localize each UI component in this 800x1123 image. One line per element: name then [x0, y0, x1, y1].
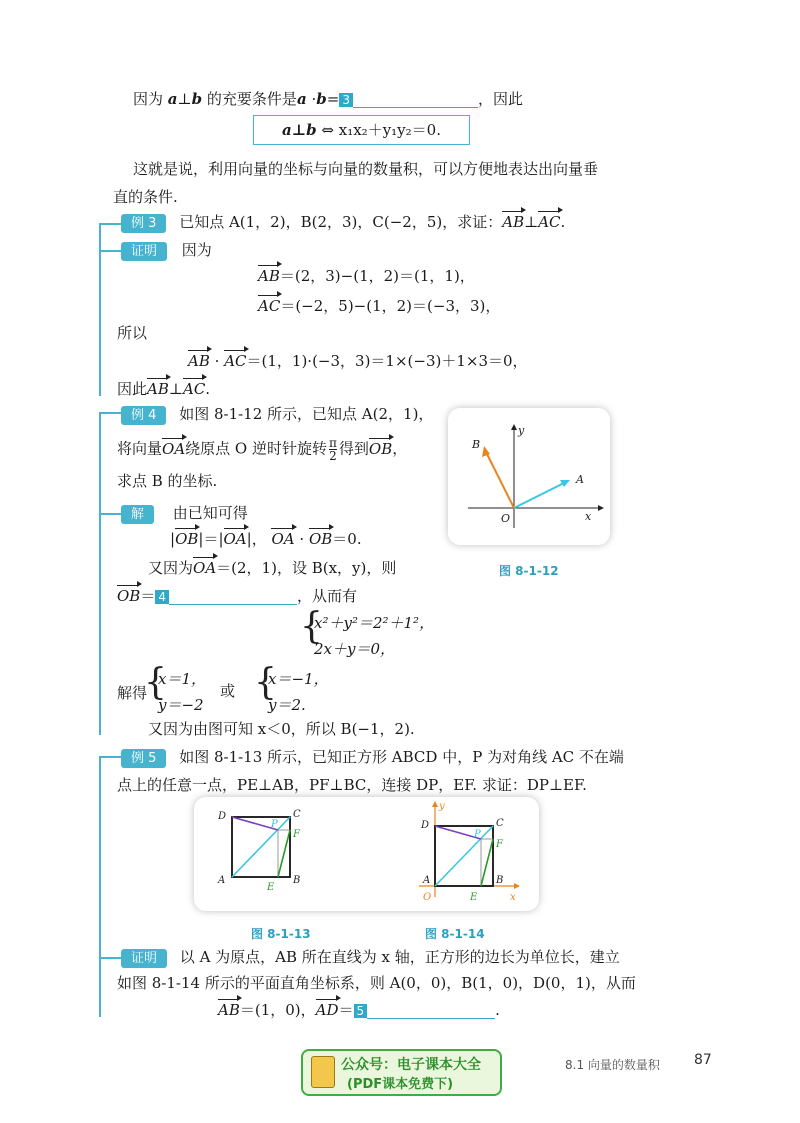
system-eq2: 2x＋y＝0，: [314, 640, 396, 658]
text: .: [560, 213, 566, 231]
solution-heading: [121, 502, 248, 524]
vector-OB: OB: [368, 439, 393, 458]
section-footer: 8.1 向量的数量积: [565, 1058, 660, 1072]
label-D: D: [218, 811, 227, 822]
text: 由已知可得: [172, 504, 248, 522]
figure-caption: 图 8-1-12: [499, 564, 559, 578]
label-B: B: [293, 875, 301, 886]
text: 解得: [117, 684, 148, 702]
paragraph-line: 这就是说，利用向量的坐标与向量的数量积，可以方便地表达出向量垂: [133, 160, 599, 178]
var-a: a: [167, 90, 178, 108]
text: 因此: [117, 380, 148, 398]
brace: {: [300, 606, 323, 647]
bracket-tick: [99, 223, 121, 225]
condition-line: [133, 88, 523, 109]
example-bracket: [99, 413, 101, 735]
vector-AC: AC: [258, 297, 281, 315]
eq: =: [326, 90, 340, 108]
denominator: 2: [329, 449, 337, 463]
rotation-figure: [448, 408, 610, 545]
label-O: O: [423, 892, 432, 903]
text: |: [170, 530, 176, 548]
conclusion-line: [117, 378, 210, 399]
example-badge: 例 3: [121, 214, 166, 233]
text: .: [495, 1001, 500, 1019]
text: ，从而有: [296, 587, 357, 605]
example-line: 点上的任意一点，PE⊥AB，PF⊥BC，连接 DP，EF. 求证：DP⊥EF.: [117, 776, 587, 794]
vector-AB: AB: [502, 213, 525, 231]
eq: ＝: [338, 1001, 354, 1019]
vector-OA: OA: [193, 559, 217, 577]
example-statement: 已知点 A(1，2)，B(2，3)，C(−2，5)，求证：: [179, 213, 503, 231]
text: 以 A 为原点，AB 所在直线为 x 轴，正方形的边长为单位长，建立: [179, 948, 620, 966]
brace: {: [254, 662, 277, 703]
text: |＝|: [198, 530, 224, 548]
text: 的充要条件是: [206, 90, 297, 108]
book-icon: [311, 1056, 335, 1088]
vector-OA-line: [514, 482, 566, 508]
proof-badge: 证明: [121, 949, 167, 968]
figure-caption: 图 8-1-14: [425, 927, 485, 941]
promo-stamp: [301, 1049, 502, 1096]
vector-AC: AC: [538, 213, 561, 231]
solution-line: 又因为由图可知 x＜0，所以 B(−1，2).: [148, 720, 415, 738]
var-a: a: [296, 90, 307, 108]
vector-OB-head: [482, 446, 490, 457]
blank-number: 5: [354, 1004, 368, 1018]
text: 如图 8-1-14 所示的平面直角坐标系，则 A(0，0)，B(1，0)，D(0，1)，从而: [117, 974, 636, 992]
vector-AB: AB: [218, 1001, 240, 1019]
equation: ＝(1，1)·(−3，3)＝1×(−3)＋1×3＝0，: [246, 352, 528, 370]
text: |，: [246, 530, 267, 548]
text: 因为: [133, 90, 164, 108]
text: 所以: [117, 324, 148, 342]
segment-EF: [481, 839, 493, 886]
var-b: b: [191, 90, 203, 108]
paragraph-line: 直的条件.: [113, 188, 178, 206]
bracket-tick: [99, 513, 121, 515]
var-b: b: [316, 90, 327, 108]
fill-blank[interactable]: [353, 93, 478, 108]
example-statement: 如图 8-1-13 所示，已知正方形 ABCD 中，P 为对角线 AC 不在端: [179, 748, 624, 766]
boxed-formula: [253, 115, 470, 145]
vector-AB: AB: [147, 380, 169, 398]
text: ，: [392, 439, 408, 458]
vector-OB: OB: [308, 530, 333, 548]
dot: ·: [311, 90, 317, 108]
label-C: C: [496, 818, 504, 829]
label-x: x: [585, 510, 592, 523]
solution1-y: y＝−2: [158, 696, 204, 714]
label-F: F: [293, 829, 300, 840]
figure-caption: 图 8-1-13: [251, 927, 311, 941]
text: 或: [220, 682, 236, 700]
equation: ＝(1，0)，: [239, 1001, 316, 1019]
system-eq1: x²＋y²＝2²＋1²，: [314, 614, 435, 632]
square-figures: [194, 797, 539, 911]
fraction-pi-over-2: [329, 437, 337, 462]
text: ＝(2，1)，设 B(x，y)，则: [216, 559, 397, 577]
vector-OB-line: [486, 452, 514, 508]
solution-line: [117, 585, 357, 606]
label-D: D: [421, 820, 430, 831]
label-E: E: [470, 892, 478, 903]
label-O: O: [501, 512, 511, 525]
dot: ·: [299, 530, 305, 548]
label-P: P: [271, 819, 278, 830]
perp: ⊥: [524, 213, 539, 231]
example-statement: 如图 8-1-12 所示，已知点 A(2，1)，: [179, 405, 434, 423]
vector-AD: AD: [315, 1001, 339, 1019]
equation-line: [258, 295, 500, 316]
x-axis-arrow: [514, 883, 520, 889]
example-line: [117, 437, 407, 462]
label-B: B: [472, 438, 481, 451]
eq: ＝: [140, 587, 156, 605]
label-C: C: [293, 809, 301, 820]
label-P: P: [474, 829, 481, 840]
formula-rhs: ⇔ x₁x₂＋y₁y₂＝0.: [321, 121, 441, 139]
equation-line: [258, 265, 475, 286]
vector-OA: OA: [162, 439, 186, 458]
y-axis-arrow: [432, 801, 438, 807]
proof-badge: 证明: [121, 242, 167, 261]
figures-8-1-13-14: [194, 797, 539, 911]
solution2-y: y＝2.: [268, 696, 306, 714]
equation-line: [218, 999, 500, 1020]
vector-AC: AC: [182, 380, 206, 398]
stamp-line2: (PDF课本免费下): [347, 1077, 454, 1092]
vector-AC: AC: [224, 352, 247, 370]
perp: ⊥: [177, 90, 192, 108]
label-A: A: [576, 473, 584, 486]
solution2-x: x＝−1，: [268, 670, 329, 688]
vector-OB: OB: [175, 530, 199, 548]
stamp-line1: 公众号：电子课本大全: [341, 1057, 481, 1073]
brace: {: [144, 662, 167, 703]
y-axis-arrow: [511, 424, 517, 430]
label-y: y: [439, 801, 445, 812]
formula-lhs: a⊥b: [282, 121, 317, 139]
solution-badge: 解: [121, 505, 154, 524]
text: ＝0.: [332, 530, 362, 548]
bracket-tick: [99, 250, 121, 252]
text: .: [205, 380, 211, 398]
numerator: π: [329, 436, 337, 450]
segment-EF: [278, 830, 290, 877]
proof-heading: [121, 946, 620, 968]
example5-heading: [121, 746, 624, 768]
text: 将向量: [117, 439, 163, 458]
text: 因为: [181, 241, 212, 259]
example4-heading: [121, 403, 433, 425]
example3-heading: [121, 211, 565, 233]
label-E: E: [267, 882, 275, 893]
label-x: x: [510, 892, 516, 903]
example-badge: 例 5: [121, 749, 166, 768]
text: 绕原点 O 逆时针旋转: [185, 439, 327, 458]
dot: ·: [214, 352, 220, 370]
equation-line: [188, 350, 528, 371]
blank-number: 3: [339, 93, 353, 107]
perp: ⊥: [168, 380, 183, 398]
text: 又因为: [148, 559, 194, 577]
equation-line: [170, 528, 362, 549]
proof-heading: [121, 239, 212, 261]
solution-line: [148, 557, 396, 578]
label-A: A: [423, 875, 431, 886]
vector-AB: AB: [188, 352, 210, 370]
x-axis-arrow: [598, 505, 604, 511]
example-line: 求点 B 的坐标.: [117, 472, 218, 490]
equation: ＝(2，3)−(1，2)＝(1，1)，: [279, 267, 475, 285]
bracket-tick: [99, 412, 121, 414]
bracket-tick: [99, 957, 121, 959]
vector-OB: OB: [117, 587, 141, 605]
fill-blank[interactable]: [169, 590, 297, 605]
solution1-x: x＝1，: [158, 670, 207, 688]
label-y: y: [518, 424, 525, 437]
label-F: F: [496, 839, 503, 850]
example-badge: 例 4: [121, 406, 166, 425]
page-number: 87: [694, 1052, 712, 1068]
example-bracket: [99, 757, 101, 1017]
bracket-tick: [99, 756, 121, 758]
text: 得到: [338, 439, 369, 458]
vector-OA: OA: [223, 530, 247, 548]
text: ，因此: [477, 90, 523, 108]
vector-OA: OA: [271, 530, 295, 548]
blank-number: 4: [155, 590, 169, 604]
fill-blank[interactable]: [367, 1004, 495, 1019]
label-A: A: [218, 875, 226, 886]
vector-AB: AB: [258, 267, 280, 285]
equation: ＝(−2，5)−(1，2)＝(−3，3)，: [280, 297, 501, 315]
label-B: B: [496, 875, 504, 886]
figure-8-1-12: [448, 408, 610, 545]
